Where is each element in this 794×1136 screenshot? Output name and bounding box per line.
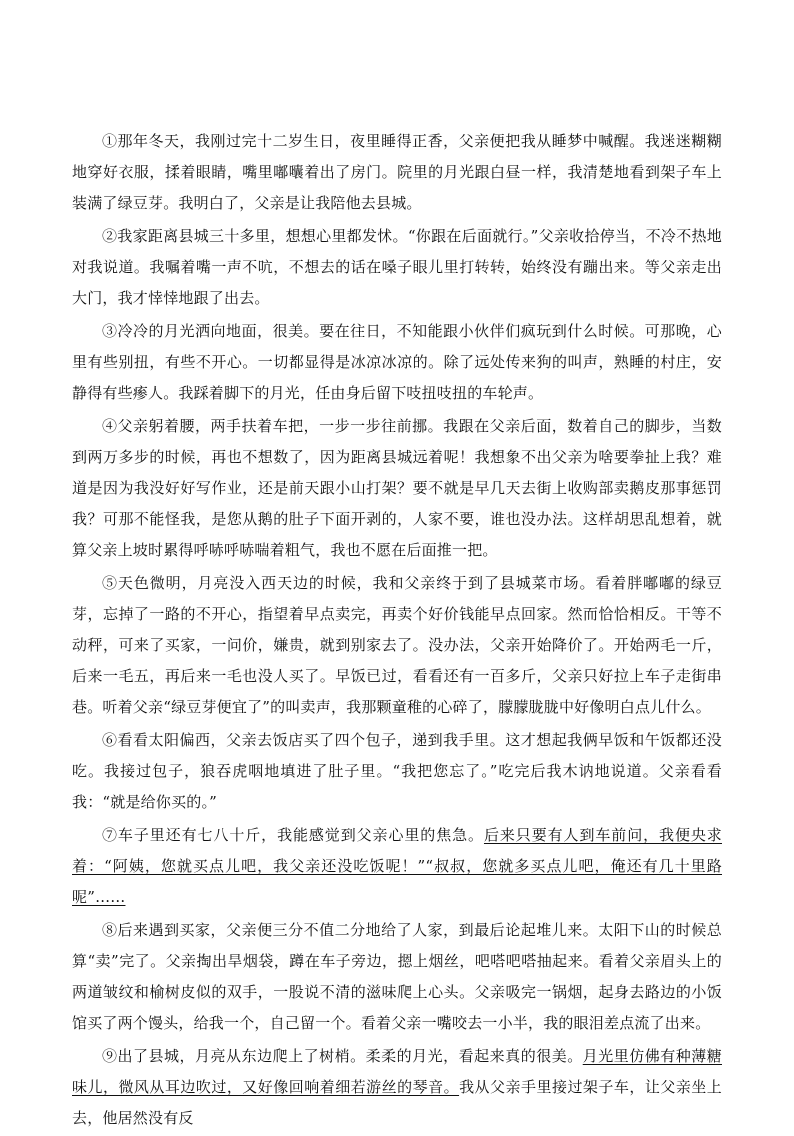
paragraph-4	[72, 411, 722, 566]
paragraph-text: 我从父亲手里接过架子车，让父亲坐上去，他居然没有反	[72, 1078, 722, 1127]
underlined-sentence: 后来只要有人到车前问，我便央求着：“阿姨，您就买点儿吧，我父亲还没吃饭呢！”“叔叔，您就多买点儿吧，俺还有几十里路呢”……	[72, 826, 722, 906]
paragraph-9	[72, 1041, 722, 1134]
paragraph-2	[72, 221, 722, 314]
underlined-sentence: 月光里仿佛有种薄糖味儿，微风从耳边吹过，又好像回响着细若游丝的琴音。	[72, 1047, 722, 1096]
paragraph-5	[72, 568, 722, 723]
paragraph-text: ⑥看看太阳偏西，父亲去饭店买了四个包子，递到我手里。这才想起我俩早饭和午饭都还没吃。我接过包子，狼吞虎咽地填进了肚子里。“我把您忘了。”吃完后我木讷地说道。父亲看看我：“就是给你买的。”	[72, 731, 722, 811]
paragraph-text: ⑨出了县城，月亮从东边爬上了树梢。柔柔的月光，看起来真的很美。	[102, 1047, 583, 1065]
paragraph-text: ④父亲躬着腰，两手扶着车把，一步一步往前挪。我跟在父亲后面，数着自己的脚步，当数到两万多步的时候，再也不想数了，因为距离县城远着呢！我想象不出父亲为啥要拳扯上我？难道是因为我没好好写作业，还是前天跟小山打架？要不就是早几天去街上收购部卖鹅皮那事惩罚我？可那不能怪我，是您从鹅的肚子下面开剥的，人家不要，谁也没办法。这样胡思乱想着，就算父亲上坡时累得呼哧呼哧喘着粗气，我也不愿在后面推一把。	[72, 417, 722, 559]
paragraph-text: ①那年冬天，我刚过完十二岁生日，夜里睡得正香，父亲便把我从睡梦中喊醒。我迷迷糊糊地穿好衣服，揉着眼睛，嘴里嘟囔着出了房门。院里的月光跟白昼一样，我清楚地看到架子车上装满了绿豆芽。我明白了，父亲是让我陪他去县城。	[72, 132, 722, 212]
paragraph-text: ②我家距离县城三十多里，想想心里都发怵。“你跟在后面就行。”父亲收拾停当，不冷不热地对我说道。我嘱着嘴一声不吭，不想去的话在嗓子眼儿里打转转，始终没有蹦出来。等父亲走出大门，我才悻悻地跟了出去。	[72, 227, 722, 307]
paragraph-text: ⑤天色微明，月亮没入西天边的时候，我和父亲终于到了县城菜市场。看着胖嘟嘟的绿豆芽，忘掉了一路的不开心，指望着早点卖完，再卖个好价钱能早点回家。然而恰恰相反。干等不动秤，可来了买家，一问价，嫌贵，就到别家去了。没办法，父亲开始降价了。开始两毛一斤，后来一毛五，再后来一毛也没人买了。早饭已过，看看还有一百多斤，父亲只好拉上车子走街串巷。听着父亲“绿豆芽便宜了”的叫卖声，我那颗童稚的心碎了，朦朦胧胧中好像明白点儿什么。	[72, 574, 722, 716]
paragraph-text: ③冷冷的月光洒向地面，很美。要在往日，不知能跟小伙伴们疯玩到什么时候。可那晚，心里有些别扭，有些不开心。一切都显得是冰凉冰凉的。除了远处传来狗的叫声，熟睡的村庄，安静得有些瘆人。我踩着脚下的月光，任由身后留下吱扭吱扭的车轮声。	[72, 322, 722, 402]
essay-body	[72, 126, 722, 1136]
paragraph-3	[72, 316, 722, 409]
paragraph-1	[72, 126, 722, 219]
paragraph-8	[72, 915, 722, 1039]
paragraph-6	[72, 725, 722, 818]
paragraph-text: ⑦车子里还有七八十斤，我能感觉到父亲心里的焦急。	[102, 826, 484, 844]
paragraph-text: ⑧后来遇到买家，父亲便三分不值二分地给了人家，到最后论起堆儿来。太阳下山的时候总算“卖”完了。父亲掏出旱烟袋，蹲在车子旁边，摁上烟丝，吧嗒吧嗒抽起来。看着父亲眉头上的两道皱纹和榆树皮似的双手，一股说不清的滋味爬上心头。父亲吸完一锅烟，起身去路边的小饭馆买了两个馒头，给我一个，自己留一个。看着父亲一嘴咬去一小半，我的眼泪差点流了出来。	[72, 921, 722, 1032]
paragraph-7	[72, 820, 722, 913]
